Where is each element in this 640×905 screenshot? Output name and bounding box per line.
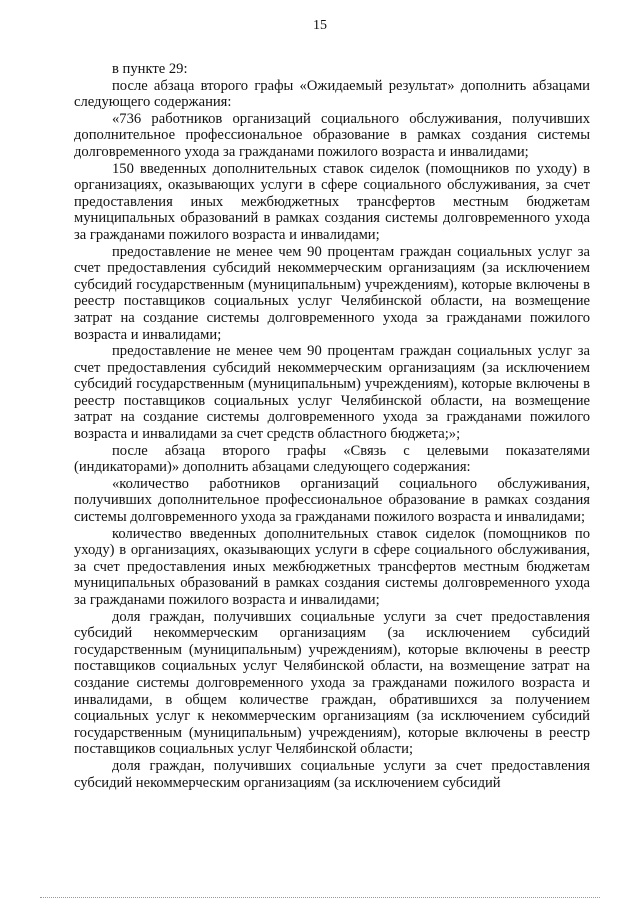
paragraph: в пункте 29: xyxy=(112,61,188,77)
page-number: 15 xyxy=(313,18,327,33)
paragraph: после абзаца второго графы «Ожидаемый результат» дополнить абзацами следующего содержания: xyxy=(74,77,590,111)
paragraph: «736 работников организаций социального обслуживания, получивших дополнительное профессиональное образование в рамках создания системы долговременного ухода за гражданами пожилого возраста и инвалидами; xyxy=(74,110,590,160)
paragraph: 150 введенных дополнительных ставок сиделок (помощников по уходу) в организациях, оказывающих услуги в сфере социального обслуживания, за счет предоставления иных межбюджетных трансфертов местным бюджетам муниципальных образований в рамках создания системы долговременного ухода за гражданами пожилого возраста и инвалидами; xyxy=(74,160,590,243)
paragraph: доля граждан, получивших социальные услуги за счет предоставления субсидий некоммерческим организациям (за исключением субсидий государственным (муниципальным) учреждениям), которые включены в реестр поставщиков социальных услуг Челябинской области, на возмещение затрат на создание системы долговременного ухода за гражданами пожилого возраста и инвалидами, в общем количестве граждан, обратившихся за получением социальных услуг к некоммерческим организациям (за исключением субсидий государственным (муниципальным) учреждениям), которые включены в реестр поставщиков социальных услуг Челябинской области; xyxy=(74,608,590,758)
paragraph: количество введенных дополнительных ставок сиделок (помощников по уходу) в организациях, оказывающих услуги в сфере социального обслуживания, за счет предоставления иных межбюджетных трансфертов местным бюджетам муниципальных образований в рамках создания системы долговременного ухода за гражданами пожилого возраста и инвалидами; xyxy=(74,525,590,608)
paragraph: «количество работников организаций социального обслуживания, получивших дополнительное профессиональное образование в рамках создания системы долговременного ухода за гражданами пожилого возраста и инвалидами; xyxy=(74,475,590,526)
paragraph: доля граждан, получивших социальные услуги за счет предоставления субсидий некоммерческим организациям (за исключением субсидий xyxy=(74,757,590,791)
document-body xyxy=(74,61,590,791)
paragraph: предоставление не менее чем 90 процентам граждан социальных услуг за счет предоставления субсидий некоммерческим организациям (за исключением субсидий государственным (муниципальным) учреждениям), которые включены в реестр поставщиков социальных услуг Челябинской области, на возмещение затрат на создание системы долговременного ухода за гражданами пожилого возраста и инвалидами; xyxy=(74,243,590,343)
scan-edge-divider xyxy=(40,897,600,898)
paragraph: предоставление не менее чем 90 процентам граждан социальных услуг за счет предоставления субсидий некоммерческим организациям (за исключением субсидий государственным (муниципальным) учреждениям), которые включены в реестр поставщиков социальных услуг Челябинской области, на возмещение затрат на создание системы долговременного ухода за гражданами пожилого возраста и инвалидами за счет средств областного бюджета;»; xyxy=(74,343,590,443)
paragraph: после абзаца второго графы «Связь с целевыми показателями (индикаторами)» дополнить абзацами следующего содержания: xyxy=(74,442,590,476)
